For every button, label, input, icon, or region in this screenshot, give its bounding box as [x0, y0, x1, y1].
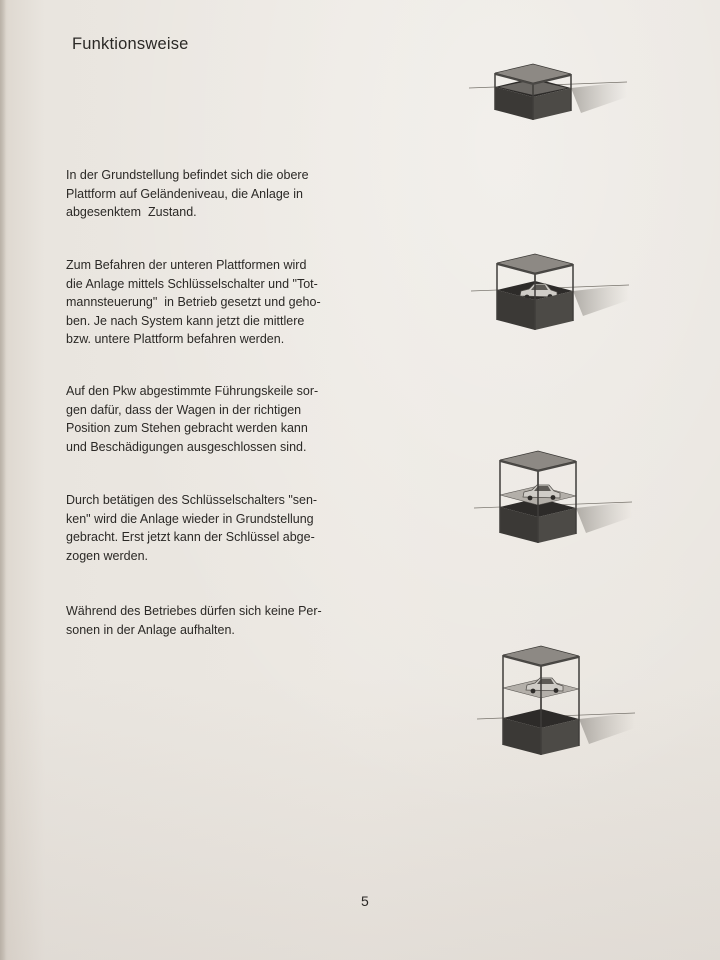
paragraph-line: abgesenktem Zustand. [66, 205, 197, 219]
paragraph-line: Während des Betriebes dürfen sich keine Per- [66, 604, 322, 618]
paragraph-line: Durch betätigen des Schlüsselschalters "sen- [66, 493, 318, 507]
page-title: Funktionsweise [72, 35, 189, 53]
lift-illustration-3 [474, 451, 632, 543]
roof-platform [500, 451, 576, 470]
car-wheel [551, 495, 556, 500]
lift-illustration-4 [477, 646, 635, 755]
ground-shadow [576, 502, 632, 533]
page-number: 5 [361, 893, 369, 909]
ground-shadow [571, 82, 627, 113]
paragraph-line: Auf den Pkw abgestimmte Führungskeile sor- [66, 384, 319, 398]
paragraph-line: ken" wird die Anlage wieder in Grundstellung [66, 511, 314, 526]
paragraph-line: mannsteuerung" in Betrieb gesetzt und geho- [66, 295, 321, 309]
paragraph-line: Position zum Stehen gebracht werden kann [66, 421, 308, 435]
paragraph-line: gen dafür, dass der Wagen in der richtigen [66, 402, 302, 417]
paragraph-line: gebracht. Erst jetzt kann der Schlüssel abge- [66, 530, 315, 544]
car-wheel [554, 688, 559, 693]
car-wheel [528, 496, 533, 501]
ground-shadow [579, 713, 635, 744]
paragraph-line: sonen in der Anlage aufhalten. [66, 622, 235, 637]
paragraph-line: ben. Je nach System kann jetzt die mittlere [66, 313, 305, 328]
paragraph-line: Plattform auf Geländeniveau, die Anlage in [66, 186, 303, 201]
lift-illustration-2 [471, 254, 629, 330]
lift-illustration-1 [469, 64, 627, 120]
car-wheel [531, 689, 536, 694]
paragraph-line: bzw. untere Plattform befahren werden. [66, 332, 285, 346]
paragraph-line: Zum Befahren der unteren Plattformen wird [66, 258, 307, 272]
ground-shadow [573, 285, 629, 316]
paragraph-line: In der Grundstellung befindet sich die obere [66, 168, 309, 182]
paragraph-line: zogen werden. [66, 548, 149, 563]
roof-platform [497, 254, 573, 273]
paragraph-line: die Anlage mittels Schlüsselschalter und "Tot- [66, 276, 318, 291]
paragraph-line: und Beschädigungen ausgeschlossen sind. [66, 439, 307, 454]
roof-platform [495, 64, 571, 83]
roof-platform [503, 646, 579, 665]
